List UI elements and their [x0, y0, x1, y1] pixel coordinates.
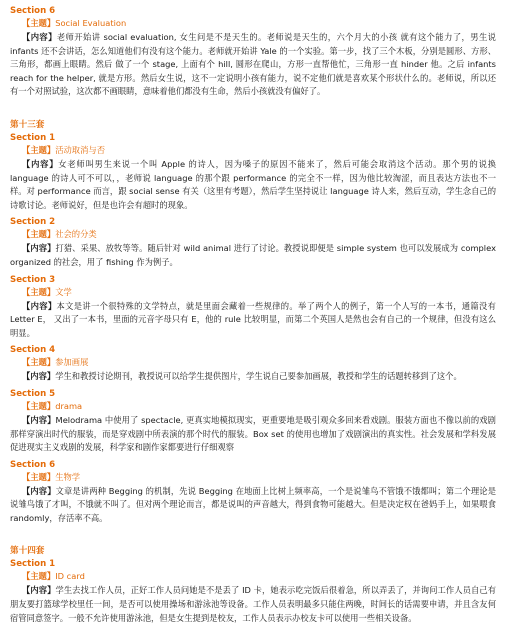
- topic-tag: 【主题】: [22, 229, 56, 240]
- topic-tag: 【主题】: [22, 471, 56, 482]
- content-text: 打猎、采果、放牧等等。随后针对 wild animal 进行了讨论。教授说即便是 simple system 也可以发展成为 complex organized 的社会，用了 fishing 作为例子。: [10, 243, 496, 267]
- section-heading: Section 1: [10, 132, 56, 143]
- topic-text: 活动取消与否: [55, 144, 105, 155]
- content-paragraph: [10, 584, 496, 625]
- content-text: 文章是讲两种 Begging 的机制，先说 Begging 在地面上比树上频率高，一个是说雏鸟不管饿不饿都叫；第二个理论是说雏鸟饿了才叫，不饿就不叫了。但对两个理论而言，都是说叫的声音越大，得到食物可能越大。但是决定权在爸妈手上，如果喂食 randomly，存活率不高。: [10, 485, 496, 523]
- content-tag: 【内容】: [22, 585, 56, 596]
- topic-line: [22, 286, 496, 298]
- section-heading: Section 2: [10, 217, 56, 228]
- topic-line: [22, 228, 496, 240]
- content-paragraph: [10, 370, 496, 384]
- topic-text: 文学: [55, 286, 72, 297]
- topic-line: [22, 471, 496, 483]
- section-heading: Section 4: [10, 345, 56, 356]
- content-paragraph: [10, 300, 496, 341]
- content-tag: 【内容】: [22, 158, 59, 169]
- set-heading: 第十三套: [10, 119, 45, 130]
- topic-text: 生物学: [55, 471, 81, 482]
- content-text: 老师开始讲 social evaluation, 女生问是不是天生的。老师说是天生的，六个月大的小孩 就有这个能力了，男生说 infants 还不会讲话，怎么知道他们有没有这个能力。老师就开始讲 Yale 的一个实验。第一步，找了三个木板，分别是圆形、方形、三角形，都画上眼睛。然后 做了一个 stage, 上面有个 hill, 圆形在爬山，方形一直帮他忙，三角形一直 hinder 他。之后 infants reach for the helper, 就是方形。然后女生说，这不一定说明小孩有能力，说不定他们就是喜欢某个形状什么的。老师说，所以还有一个对照试验，这次都不画眼睛，意味着他们都没有生命，然后小孩就没有偏好了。: [10, 32, 496, 97]
- section-heading: Section 6: [10, 6, 56, 16]
- topic-text: 参加画展: [55, 357, 89, 368]
- topic-tag: 【主题】: [22, 400, 56, 411]
- topic-text: drama: [55, 400, 83, 411]
- topic-line: [22, 144, 496, 156]
- content-tag: 【内容】: [22, 32, 57, 42]
- content-paragraph: [10, 414, 496, 455]
- section-heading: Section 6: [10, 459, 56, 470]
- content-paragraph: [10, 485, 496, 526]
- topic-line: [22, 17, 496, 29]
- topic-text: Social Evaluation: [55, 18, 127, 28]
- topic-tag: 【主题】: [22, 18, 56, 28]
- content-tag: 【内容】: [22, 371, 56, 382]
- topic-line: [22, 356, 496, 368]
- content-tag: 【内容】: [22, 485, 56, 496]
- topic-tag: 【主题】: [22, 571, 56, 582]
- topic-line: [22, 570, 496, 582]
- set-heading: 第十四套: [10, 546, 45, 557]
- section-heading: Section 5: [10, 388, 56, 399]
- content-text: 学生和教授讨论期刊，教授说可以给学生提供图片，学生说自己要参加画展，教授和学生的话题转移到了这个。: [55, 371, 462, 382]
- content-text: 本文是讲一个很特殊的文学特点，就是里面会藏着一些规律的。举了两个人的例子，第一个人写的一本书，通篇没有 Letter E， 又出了一本书，里面的元音字母只有 E，他的 rule 比较明显，而第二个英国人是然也会有自己的一个规律，但没有这么明显。: [10, 300, 496, 338]
- content-tag: 【内容】: [22, 414, 56, 425]
- content-paragraph: [10, 158, 496, 212]
- section-heading: Section 3: [10, 274, 56, 285]
- topic-tag: 【主题】: [22, 357, 56, 368]
- topic-text: 社会的分类: [55, 229, 97, 240]
- content-text: 女老师叫男生来说一个叫 Apple 的诗人，因为嗓子的原因不能来了，然后可能会取消这个活动。那个男的说换 language 的诗人可不可以，，老师说 language 的那个跟 performance 的完全不一样，因为他比较淘涩，而且表达方法也不一样。对 performance 而言，跟 social sense 有关（这里有考题），然后学生坚持说让 language 诗人来，然后互动，学生念自己的诗歌讨论。老师说好，但是也许会有超时的现象。: [10, 158, 496, 210]
- topic-line: [22, 400, 496, 412]
- content-text: 学生去找工作人员，正好工作人员问她是不是丢了 ID 卡，她表示吃完饭后很着急，所以弄丢了，并询问工作人员自己有朋友要打篮球学校里任一间，是否可以使用操场和游泳池等设备。工作人员表明最多只能住两晚，时间长的话需要申请，并且含友何宿管同意签字。一般不允许使用游泳池，但是女生提到是校友，工作人员表示办校友卡可以使用一些相关设备。: [10, 585, 496, 623]
- content-tag: 【内容】: [22, 300, 57, 311]
- topic-tag: 【主题】: [22, 144, 56, 155]
- section-heading: Section 1: [10, 559, 56, 570]
- content-text: Melodrama 中使用了 spectacle, 更真实地模拟现实，更重要地是吸引观众多回来看戏剧。服装方面也不像以前的戏剧那样穿演出时代的服装，而是穿戏剧中所表演的那个时代的服装。Box set 的使用也增加了戏剧演出的真实性。社会发展和学科发展促进现实主义戏剧的发展，科学家和剧作家都要进行仔细观察: [10, 414, 496, 453]
- content-paragraph: [10, 242, 496, 269]
- content-paragraph: [10, 31, 496, 99]
- topic-tag: 【主题】: [22, 286, 56, 297]
- content-tag: 【内容】: [22, 243, 56, 254]
- topic-text: ID card: [55, 571, 85, 582]
